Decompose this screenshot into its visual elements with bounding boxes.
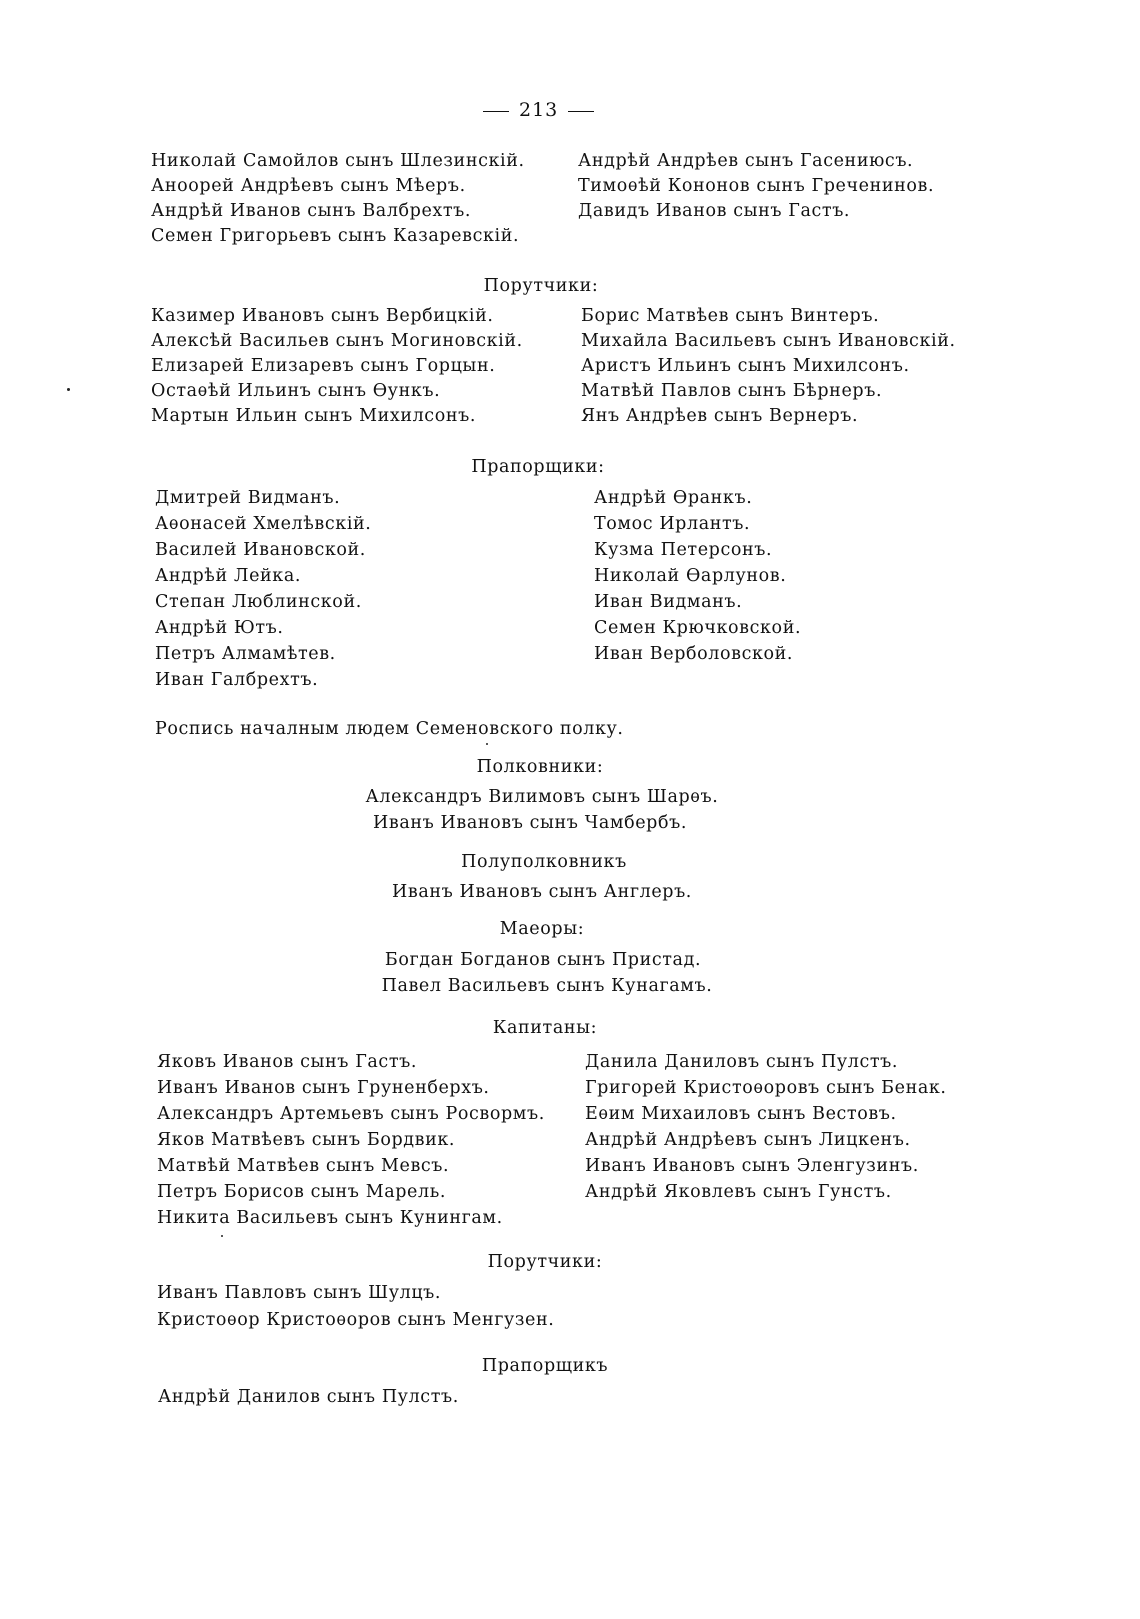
list-item: Аристъ Ильинъ сынъ Михилсонъ. (581, 356, 910, 376)
list-item: Остаѳѣй Ильинъ сынъ Ѳункъ. (151, 381, 441, 401)
list-item: Алексѣй Васильев сынъ Могиновскій. (151, 331, 523, 351)
print-speck (67, 388, 70, 391)
section-heading: Прапорщики: (471, 457, 605, 477)
list-item: Павел Васильевъ сынъ Кунагамъ. (381, 976, 713, 996)
list-item: Иван Галбрехтъ. (155, 670, 319, 690)
list-item: Матвѣй Павлов сынъ Бѣрнеръ. (581, 381, 883, 401)
list-item: Николай Ѳарлунов. (594, 566, 787, 586)
list-item: Иван Видманъ. (594, 592, 743, 612)
list-item: Григорей Кристоѳоровъ сынъ Бенак. (585, 1078, 947, 1098)
list-item: Андрѣй Иванов сынъ Валбрехтъ. (151, 201, 472, 221)
list-item: Кузма Петерсонъ. (594, 540, 773, 560)
list-item: Казимер Ивановъ сынъ Вербицкій. (151, 306, 494, 326)
list-item: Василей Ивановской. (155, 540, 366, 560)
list-item: Андрѣй Андрѣев сынъ Гасениюсъ. (578, 151, 914, 171)
section-heading: Полуполковникъ (461, 852, 627, 872)
list-item: Александръ Вилимовъ сынъ Шарѳъ. (365, 787, 719, 807)
section-heading: Прапорщикъ (481, 1356, 609, 1376)
list-item: Тимоѳѣй Кононов сынъ Греченинов. (578, 176, 935, 196)
list-item: Иван Верболовской. (594, 644, 794, 664)
list-item: Кристоѳор Кристоѳоров сынъ Менгузен. (157, 1310, 555, 1330)
print-speck (486, 743, 488, 745)
list-item: Матвѣй Матвѣев сынъ Мевсъ. (157, 1156, 450, 1176)
section-heading: Полковники: (476, 757, 604, 777)
list-item: Иванъ Ивановъ сынъ Чамбербъ. (373, 813, 687, 833)
document-subtitle: Роспись началным людем Семеновского полку. (155, 719, 624, 739)
list-item: Петръ Алмамѣтев. (155, 644, 336, 664)
list-item: Александръ Артемьевъ сынъ Росвормъ. (157, 1104, 545, 1124)
list-item: Семен Григорьевъ сынъ Казаревскій. (151, 226, 520, 246)
list-item: Богдан Богданов сынъ Пристад. (384, 950, 702, 970)
list-item: Иванъ Ивановъ сынъ Англеръ. (392, 882, 692, 902)
dash-left (483, 111, 509, 112)
list-item: Борис Матвѣев сынъ Винтеръ. (581, 306, 880, 326)
section-heading: Порутчики: (483, 276, 599, 296)
list-item: Данила Даниловъ сынъ Пулстъ. (585, 1052, 899, 1072)
list-item: Андрѣй Ѳранкъ. (594, 488, 753, 508)
print-speck (221, 1235, 223, 1237)
section-heading: Порутчики: (487, 1252, 603, 1272)
list-item: Янъ Андрѣев сынъ Вернеръ. (581, 406, 859, 426)
list-item: Андрѣй Данилов сынъ Пулстъ. (158, 1387, 459, 1407)
list-item: Андрѣй Яковлевъ сынъ Гунстъ. (585, 1182, 892, 1202)
list-item: Иванъ Павловъ сынъ Шулцъ. (157, 1283, 442, 1303)
list-item: Семен Крючковской. (594, 618, 802, 638)
page-number: 213 (519, 99, 559, 121)
list-item: Петръ Борисов сынъ Марель. (157, 1182, 447, 1202)
list-item: Аѳонасей Хмелѣвскій. (155, 514, 372, 534)
list-item: Дмитрей Видманъ. (155, 488, 341, 508)
dash-right (568, 111, 594, 112)
list-item: Мартын Ильин сынъ Михилсонъ. (151, 406, 477, 426)
list-item: Андрѣй Андрѣевъ сынъ Лицкенъ. (585, 1130, 911, 1150)
list-item: Иванъ Ивановъ сынъ Эленгузинъ. (585, 1156, 919, 1176)
list-item: Михайла Васильевъ сынъ Ивановскій. (581, 331, 956, 351)
list-item: Еѳим Михаиловъ сынъ Вестовъ. (585, 1104, 897, 1124)
section-heading: Маеоры: (499, 919, 585, 939)
list-item: Степан Люблинской. (155, 592, 362, 612)
list-item: Елизарей Елизаревъ сынъ Горцын. (151, 356, 496, 376)
list-item: Николай Самойлов сынъ Шлезинскій. (151, 151, 525, 171)
section-heading: Капитаны: (492, 1018, 598, 1038)
list-item: Иванъ Иванов сынъ Груненберхъ. (157, 1078, 490, 1098)
list-item: Андрѣй Лейка. (155, 566, 302, 586)
list-item: Анооpей Андрѣевъ сынъ Мѣеръ. (151, 176, 466, 196)
list-item: Давидъ Иванов сынъ Гастъ. (578, 201, 851, 221)
list-item: Яков Матвѣевъ сынъ Бордвик. (157, 1130, 456, 1150)
list-item: Никита Васильевъ сынъ Кунингам. (157, 1208, 503, 1228)
page-number-line (473, 99, 604, 121)
list-item: Яковъ Иванов сынъ Гастъ. (157, 1052, 418, 1072)
list-item: Томос Ирлантъ. (594, 514, 751, 534)
list-item: Андрѣй Ютъ. (155, 618, 284, 638)
